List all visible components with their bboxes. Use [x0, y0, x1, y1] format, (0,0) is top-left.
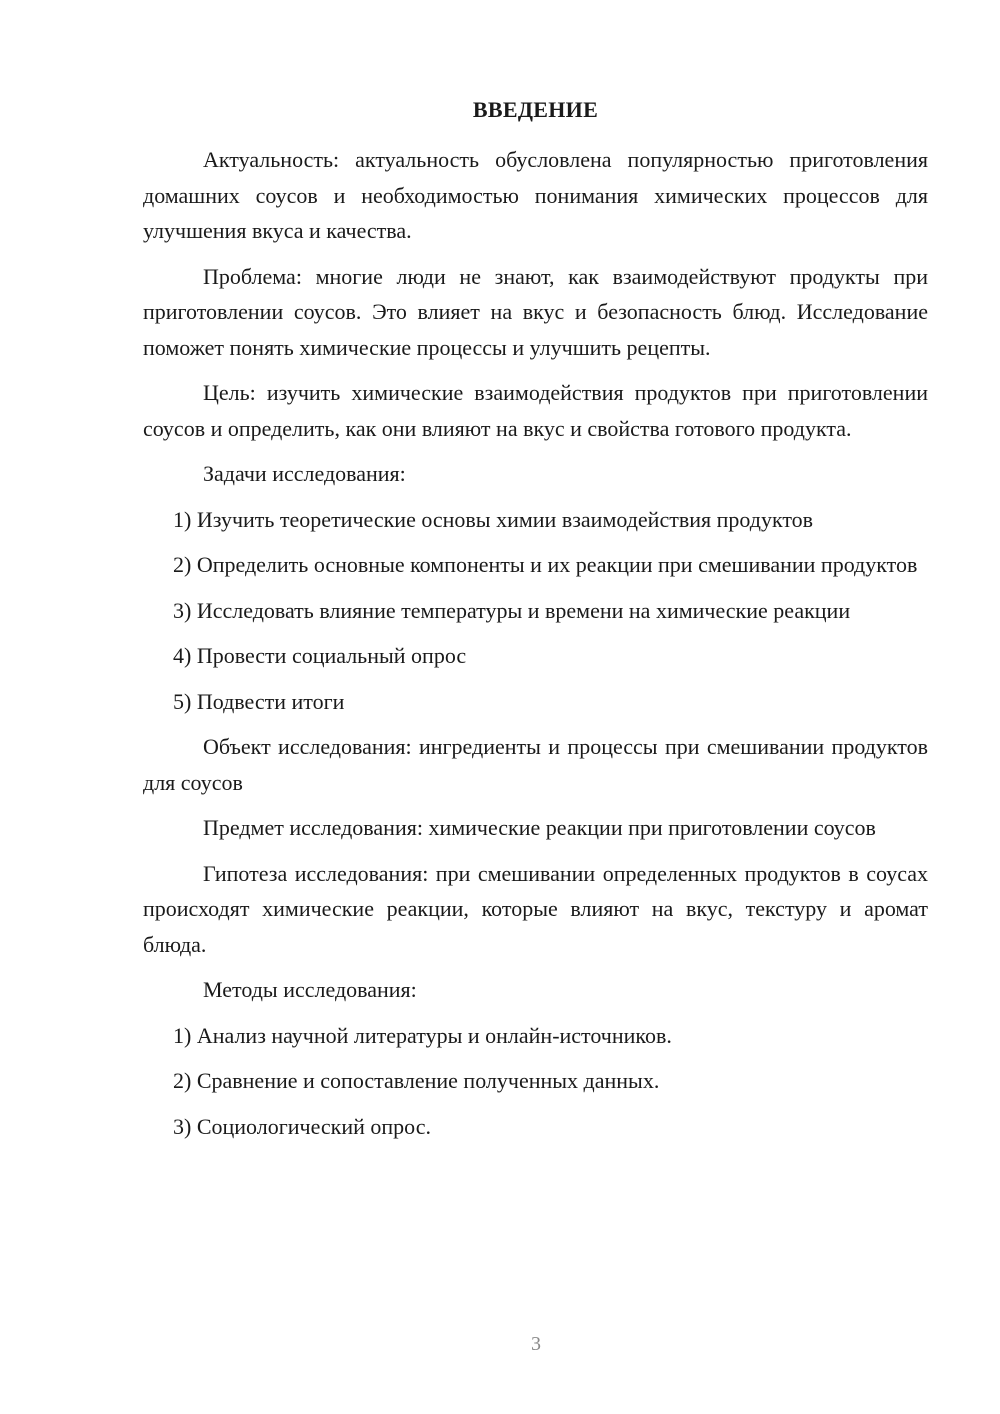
method-item: 1) Анализ научной литературы и онлайн-источников.: [173, 1022, 672, 1048]
subject-paragraph: Предмет исследования: химические реакции при приготовлении соусов: [203, 815, 876, 840]
problem-paragraph: Проблема: многие люди не знают, как взаимодействуют продукты при приготовлении соусов. Это влияет на вкус и безопасность блюд. Исследование поможет понять химические процессы и улучшить рецепты.: [143, 263, 928, 360]
tasks-heading: Задачи исследования:: [203, 461, 406, 486]
goal-paragraph: Цель: изучить химические взаимодействия продуктов при приготовлении соусов и определить, как они влияют на вкус и свойства готового продукта.: [143, 380, 928, 441]
relevance-paragraph: Актуальность: актуальность обусловлена популярностью приготовления домашних соусов и необходимостью понимания химических процессов для улучшения вкуса и качества.: [143, 147, 928, 243]
document-page: [143, 92, 928, 1154]
method-item: 3) Социологический опрос.: [173, 1113, 431, 1139]
task-item: 3) Исследовать влияние температуры и времени на химические реакции: [173, 597, 851, 623]
method-item: 2) Сравнение и сопоставление полученных данных.: [173, 1068, 660, 1093]
task-item: 2) Определить основные компоненты и их реакции при смешивании продуктов: [173, 552, 918, 577]
hypothesis-paragraph: Гипотеза исследования: при смешивании определенных продуктов в соусах происходят химические реакции, которые влияют на вкус, текстуру и аромат блюда.: [143, 860, 928, 957]
object-paragraph: Объект исследования: ингредиенты и процессы при смешивании продуктов для соусов: [143, 734, 928, 795]
task-item: 1) Изучить теоретические основы химии взаимодействия продуктов: [173, 506, 814, 532]
task-item: 4) Провести социальный опрос: [173, 643, 467, 668]
task-item: 5) Подвести итоги: [173, 688, 345, 714]
page-title: ВВЕДЕНИЕ: [472, 97, 599, 122]
page-number: 3: [531, 1333, 541, 1355]
methods-heading: Методы исследования:: [203, 977, 417, 1002]
